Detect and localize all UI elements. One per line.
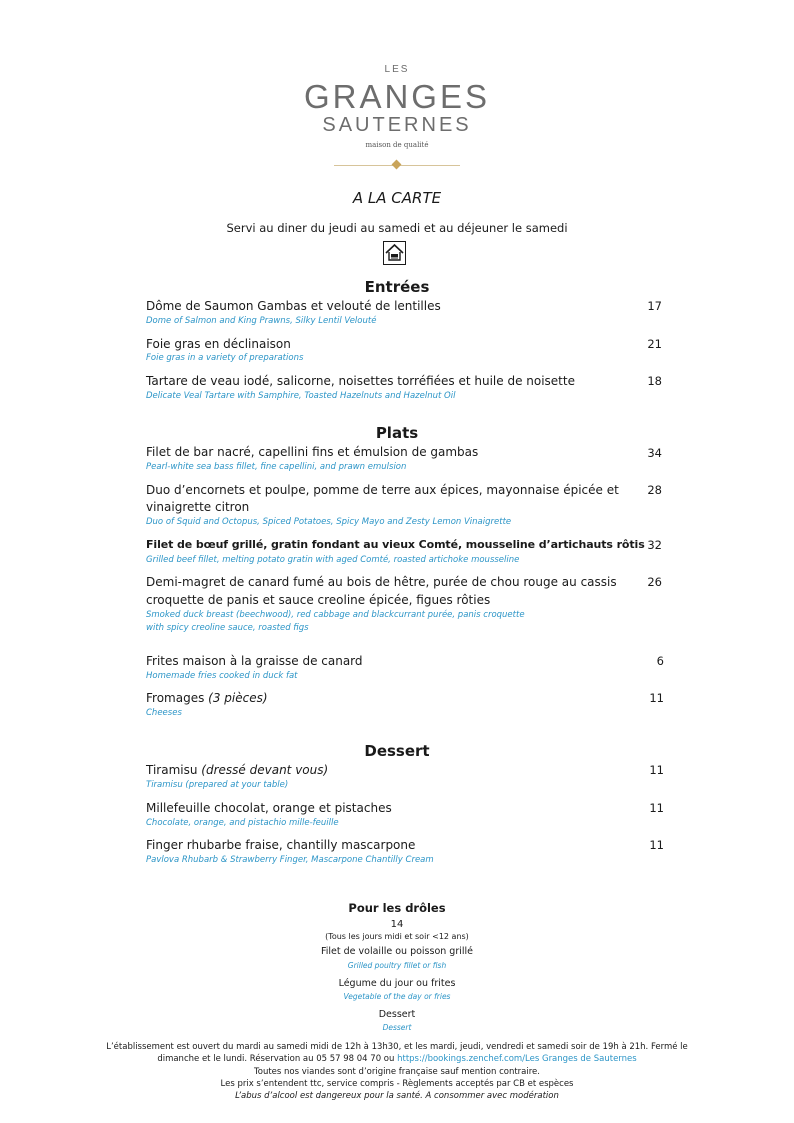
menu-item-price: 11 [649, 691, 664, 705]
menu-item-english: Cheeses [146, 708, 182, 718]
menu-item-english: Foie gras in a variety of preparations [146, 353, 304, 363]
kids-menu-note: (Tous les jours midi et soir <12 ans) [325, 932, 469, 941]
menu-item-name [146, 690, 634, 706]
footer-alcohol-warning: L’abus d’alcool est dangereux pour la santé. A consommer avec modération [235, 1091, 559, 1101]
menu-item-english: Chocolate, orange, and pistachio mille-feuille [146, 818, 339, 828]
menu-item-name: Tartare de veau iodé, salicorne, noisettes torréfiées et huile de noisette [146, 374, 575, 388]
kids-item-english: Dessert [382, 1023, 412, 1032]
menu-item-name: Filet de bar nacré, capellini fins et émulsion de gambas [146, 445, 479, 459]
page-title: A LA CARTE [352, 189, 442, 207]
menu-item-name-line1: Demi-magret de canard fumé au bois de hêtre, purée de chou rouge au cassis [146, 575, 617, 589]
menu-item-name: Finger rhubarbe fraise, chantilly mascarpone [146, 838, 416, 852]
menu-item-name [146, 762, 634, 778]
section-title-dessert: Dessert [364, 742, 430, 760]
menu-item-name-text: Tiramisu [146, 763, 198, 777]
menu-item-english: Pavlova Rhubarb & Strawberry Finger, Mascarpone Chantilly Cream [146, 855, 434, 865]
menu-item-price: 6 [656, 654, 664, 668]
kids-item-name: Légume du jour ou frites [338, 978, 456, 989]
logo-diamond-icon [392, 160, 402, 170]
menu-item-name: Dôme de Saumon Gambas et velouté de lentilles [146, 299, 441, 313]
menu-item-price: 21 [647, 337, 662, 351]
menu-item-name: Frites maison à la graisse de canard [146, 654, 363, 668]
section-title-plats: Plats [375, 424, 419, 442]
logo-tagline: maison de qualité [365, 141, 429, 149]
menu-item-name-line2: croquette de panis et sauce creoline épicée, figues rôties [146, 593, 491, 607]
menu-item-english-line2: with spicy creoline sauce, roasted figs [146, 623, 309, 633]
menu-item-english: Homemade fries cooked in duck fat [146, 671, 298, 681]
menu-item-price: 11 [649, 763, 664, 777]
logo-les: LES [384, 64, 410, 75]
menu-item-price: 18 [647, 374, 662, 388]
menu-item-english: Tiramisu (prepared at your table) [146, 780, 289, 790]
section-title-entrees: Entrées [364, 278, 430, 296]
booking-link[interactable]: https://bookings.zenchef.com/Les Granges de Sauternes [397, 1054, 637, 1064]
footer-reservation-text: dimanche et le lundi. Réservation au 05 57 98 04 70 ou [157, 1054, 398, 1064]
menu-item-english: Grilled beef fillet, melting potato gratin with aged Comté, roasted artichoke mousseline [146, 555, 520, 565]
footer-reservation [0, 1053, 794, 1065]
menu-item-name: Foie gras en déclinaison [146, 337, 291, 351]
menu-item-price: 34 [647, 446, 662, 460]
kids-item-name: Dessert [378, 1009, 416, 1020]
menu-item-price: 32 [647, 538, 662, 552]
menu-item-price: 11 [649, 801, 664, 815]
logo-sauternes: SAUTERNES [322, 114, 472, 136]
menu-item-note: (3 pièces) [208, 691, 268, 705]
menu-item-name-line1: Duo d’encornets et poulpe, pomme de terre aux épices, mayonnaise épicée et [146, 483, 619, 497]
page-subtitle: Servi au diner du jeudi au samedi et au déjeuner le samedi [226, 221, 568, 235]
footer-prices: Les prix s’entendent ttc, service compris - Règlements acceptés par CB et espèces [220, 1079, 574, 1089]
footer-meat-origin: Toutes nos viandes sont d’origine française sauf mention contraire. [254, 1067, 540, 1077]
menu-item-name-line2: vinaigrette citron [146, 500, 250, 514]
footer-opening-hours: L’établissement est ouvert du mardi au samedi midi de 12h à 13h30, et les mardi, jeudi, vendredi et samedi soir de 19h à 21h. Fermé le [106, 1042, 688, 1052]
menu-item-name-text: Fromages [146, 691, 205, 705]
logo-granges: GRANGES [303, 78, 491, 115]
menu-item-price: 26 [647, 575, 662, 589]
fait-maison-house-icon [383, 241, 406, 265]
kids-item-name: Filet de volaille ou poisson grillé [321, 946, 473, 957]
menu-item-price: 11 [649, 838, 664, 852]
kids-item-english: Grilled poultry fillet or fish [347, 961, 447, 970]
kids-menu-title: Pour les drôles [348, 901, 446, 915]
menu-item-note: (dressé devant vous) [201, 763, 329, 777]
menu-item-english: Dome of Salmon and King Prawns, Silky Lentil Velouté [146, 316, 377, 326]
kids-menu-price: 14 [390, 919, 404, 930]
kids-item-english: Vegetable of the day or fries [343, 992, 451, 1001]
menu-item-price: 17 [647, 299, 662, 313]
menu-item-price: 28 [647, 483, 662, 497]
menu-item-english: Pearl-white sea bass fillet, fine capellini, and prawn emulsion [146, 462, 407, 472]
menu-item-english: Delicate Veal Tartare with Samphire, Toasted Hazelnuts and Hazelnut Oil [146, 391, 456, 401]
menu-item-name: Millefeuille chocolat, orange et pistaches [146, 801, 392, 815]
menu-item-name: Filet de bœuf grillé, gratin fondant au vieux Comté, mousseline d’artichauts rôtis [146, 538, 645, 551]
menu-item-english: Duo of Squid and Octopus, Spiced Potatoes, Spicy Mayo and Zesty Lemon Vinaigrette [146, 517, 512, 527]
menu-item-english-line1: Smoked duck breast (beechwood), red cabbage and blackcurrant purée, panis croquette [146, 610, 525, 620]
